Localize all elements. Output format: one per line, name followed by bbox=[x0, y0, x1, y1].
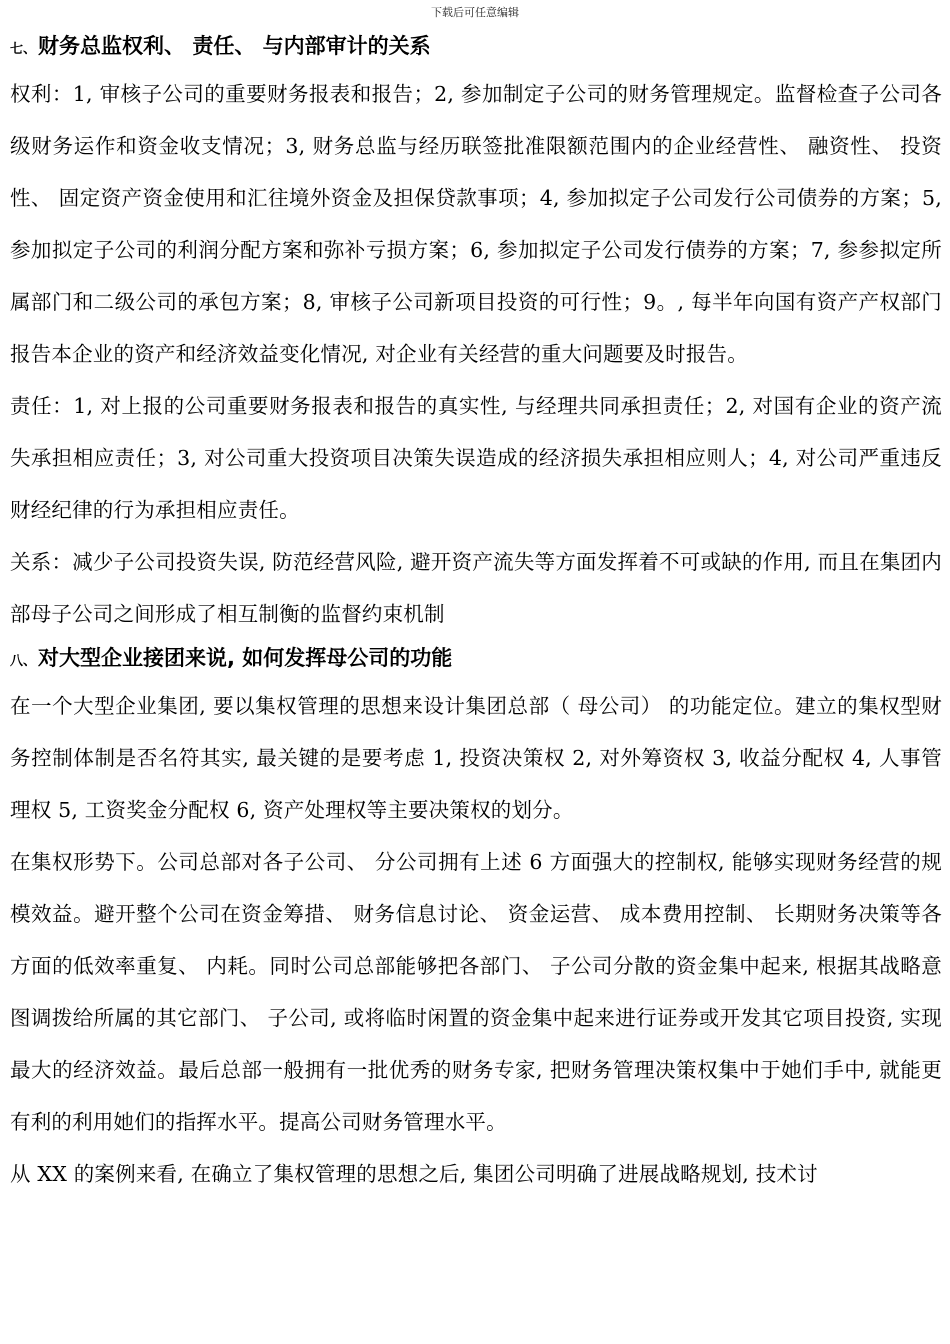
paragraph-centralized-benefits: 在集权形势下。公司总部对各子公司、 分公司拥有上述 6 方面强大的控制权, 能够实现财务经营的规模效益。避开整个公司在资金筹措、 财务信息讨论、 资金运营、 成本费用控制、 长期财务决策等各方面的低效率重复、 内耗。同时公司总部能够把各部门、 子公司分散的资金集中起来, 根据其战略意图调拨给所属的其它部门、 子公司, 或将临时闲置的资金集中起来进行证券或开发其它项目投资, 实现最大的经济效益。最后总部一般拥有一批优秀的财务专家, 把财务管理决策权集中于她们手中, 就能更有利的利用她们的指挥水平。提高公司财务管理水平。 bbox=[10, 850, 942, 1134]
paragraph-responsibilities: 责任：1, 对上报的公司重要财务报表和报告的真实性, 与经理共同承担责任；2, 对国有企业的资产流失承担相应责任；3, 对公司重大投资项目决策失误造成的经济损失承担相应则人；4, 对公司严重违反财经纪律的行为承担相应责任。 bbox=[10, 394, 942, 522]
paragraph-rights: 权利：1, 审核子公司的重要财务报表和报告；2, 参加制定子公司的财务管理规定。监督检查子公司各级财务运作和资金收支情况；3, 财务总监与经历联签批准限额范围内的企业经营性、 融资性、 投资性、 固定资产资金使用和汇往境外资金及担保贷款事项；4, 参加拟定子公司发行公司债券的方案；5, 参加拟定子公司的利润分配方案和弥补亏损方案；6, 参加拟定子公司发行债券的方案；7, 参参拟定所属部门和二级公司的承包方案；8, 审核子公司新项目投资的可行性；9。, 每半年向国有资产产权部门报告本企业的资产和经济效益变化情况, 对企业有关经营的重大问题要及时报告。 bbox=[10, 82, 942, 366]
paragraph-case-study: 从 XX 的案例来看, 在确立了集权管理的思想之后, 集团公司明确了进展战略规划, 技术讨 bbox=[10, 1162, 818, 1186]
section-title: 对大型企业接团来说, 如何发挥母公司的功能 bbox=[38, 646, 453, 670]
page-header: 下载后可任意编辑 bbox=[431, 6, 519, 19]
section-number: 七、 bbox=[10, 42, 37, 57]
section-heading-7 bbox=[10, 30, 942, 62]
section-heading-8 bbox=[10, 642, 942, 674]
paragraph-centralized-design: 在一个大型企业集团, 要以集权管理的思想来设计集团总部（ 母公司） 的功能定位。建立的集权型财务控制体制是否名符其实, 最关键的是要考虑 1, 投资决策权 2, 对外筹资权 3, 收益分配权 4, 人事管理权 5, 工资奖金分配权 6, 资产处理权等主要决策权的划分。 bbox=[10, 694, 942, 822]
paragraph-relationship: 关系：减少子公司投资失误, 防范经营风险, 避开资产流失等方面发挥着不可或缺的作用, 而且在集团内部母子公司之间形成了相互制衡的监督约束机制 bbox=[10, 550, 942, 626]
document-body bbox=[10, 30, 942, 1200]
section-title: 财务总监权利、 责任、 与内部审计的关系 bbox=[38, 34, 431, 58]
section-number: 八、 bbox=[10, 654, 37, 669]
